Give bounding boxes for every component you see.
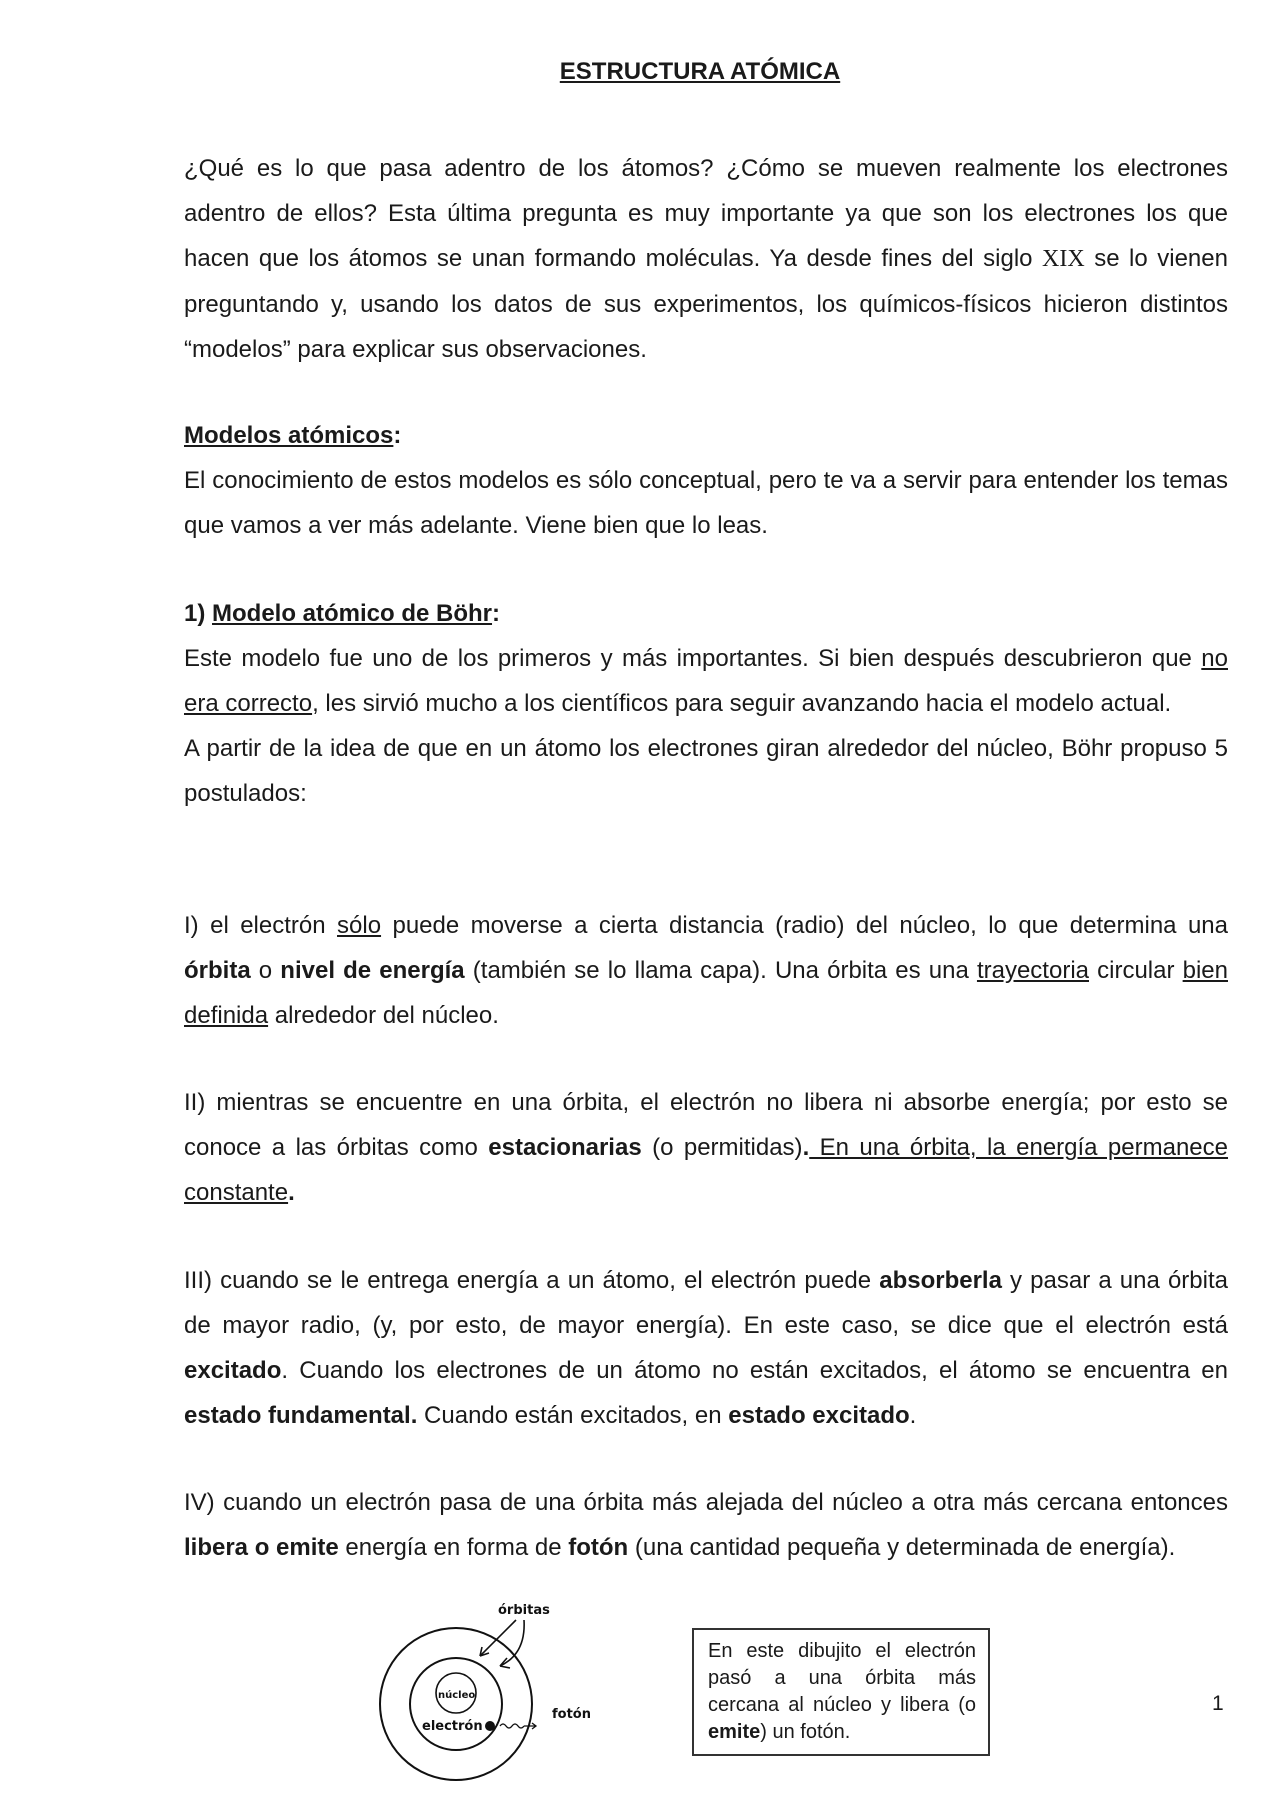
post3-bold-2: excitado	[184, 1357, 282, 1384]
intro-text-2: se lo vienen preguntando y, usando los datos de sus experimentos, los químicos-físicos hicieron distintos “modelos” para explicar sus observaciones.	[184, 245, 1228, 363]
post3-text-b: y pasar a una órbita de mayor radio, (y, por esto, de mayor energía). En este caso, se dice que el electrón está	[184, 1267, 1228, 1339]
post1-text-e: circular	[1089, 957, 1183, 984]
post1-text-c: o	[250, 957, 281, 984]
atom-diagram	[376, 1594, 596, 1790]
caption-bold: emite	[708, 1721, 761, 1743]
post4-text-a: IV) cuando un electrón pasa de una órbita más alejada del núcleo a otra más cercana entonces	[184, 1489, 1228, 1516]
bohr-text-1a: Este modelo fue uno de los primeros y más importantes. Si bien después descubrieron que	[184, 645, 1202, 672]
postulate-3	[184, 1258, 1228, 1438]
electron-dot	[485, 1721, 495, 1731]
post3-bold-4: estado excitado	[728, 1402, 910, 1429]
bohr-heading: Modelo atómico de Böhr	[212, 600, 493, 627]
postulate-4	[184, 1480, 1228, 1570]
post3-text-e: .	[909, 1402, 917, 1429]
photon-label: fotón	[552, 1707, 591, 1722]
bohr-text-2: A partir de la idea de que en un átomo los electrones giran alrededor del núcleo, Böhr propuso 5 postulados:	[184, 735, 1228, 807]
intro-text-1: ¿Qué es lo que pasa adentro de los átomos? ¿Cómo se mueven realmente los electrones adentro de ellos? Esta última pregunta es muy importante ya que son los electrones los que hacen que los átomos se unan formando moléculas. Ya desde fines del siglo	[184, 155, 1228, 272]
postulate-2	[184, 1080, 1228, 1215]
post1-bold-1: órbita	[184, 957, 251, 984]
post2-dot-1: .	[802, 1134, 810, 1161]
bohr-text-underlined: no era correcto	[184, 645, 1228, 717]
nucleus-label: núcleo	[438, 1690, 476, 1701]
bohr-heading-colon: :	[492, 600, 501, 627]
models-heading-colon: :	[393, 422, 402, 449]
photon-wave	[500, 1724, 524, 1728]
century-roman: XIX	[1042, 246, 1085, 272]
document-title: ESTRUCTURA ATÓMICA	[559, 58, 841, 85]
post3-bold-1: absorberla	[879, 1267, 1002, 1294]
outer-orbit	[380, 1628, 532, 1780]
models-heading-wrap	[184, 422, 401, 449]
post3-bold-3: estado fundamental.	[184, 1402, 418, 1429]
post3-text-d: Cuando están excitados, en	[417, 1402, 729, 1429]
electron-label: electrón	[422, 1719, 483, 1734]
post1-text-f: alrededor del núcleo.	[268, 1002, 499, 1029]
caption-text-a: En este dibujito el electrón pasó a una órbita más cercana al núcleo y libera (o	[708, 1640, 976, 1716]
post3-text-c: . Cuando los electrones de un átomo no están excitados, el átomo se encuentra en	[281, 1357, 1228, 1384]
post2-text-b: (o permitidas)	[641, 1134, 803, 1161]
post1-underline-2: trayectoria	[976, 957, 1089, 984]
figure-caption-box	[692, 1628, 990, 1756]
post4-bold-1: libera o emite	[184, 1534, 339, 1561]
models-heading: Modelos atómicos	[184, 422, 394, 449]
bohr-text-1b: , les sirvió mucho a los científicos para seguir avanzando hacia el modelo actual.	[312, 690, 1172, 717]
post1-underline-1: sólo	[337, 912, 382, 939]
models-section	[184, 413, 1228, 548]
post2-text-a: II) mientras se encuentre en una órbita, el electrón no libera ni absorbe energía; por esto se conoce a las órbitas como	[184, 1089, 1228, 1161]
bohr-heading-wrap	[184, 600, 500, 627]
post1-text-b: puede moverse a cierta distancia (radio) del núcleo, lo que determina una	[381, 912, 1228, 939]
post2-dot-2: .	[288, 1179, 295, 1206]
bohr-number: 1)	[184, 600, 213, 627]
caption-text-c: ) un fotón.	[760, 1721, 851, 1743]
post1-text-a: I) el electrón	[184, 912, 338, 939]
post4-text-b: energía en forma de	[338, 1534, 569, 1561]
post1-bold-2: nivel de energía	[280, 957, 465, 984]
post3-text-a: III) cuando se le entrega energía a un átomo, el electrón puede	[184, 1267, 880, 1294]
page-number: 1	[1212, 1692, 1224, 1715]
postulate-1	[184, 903, 1228, 1038]
post1-text-d: (también se lo llama capa). Una órbita es una	[464, 957, 977, 984]
post2-underline-1: En una órbita, la energía permanece constante	[184, 1134, 1229, 1206]
post2-bold-1: estacionarias	[488, 1134, 642, 1161]
bohr-section	[184, 591, 1228, 816]
orbits-label: órbitas	[498, 1603, 550, 1618]
models-body: El conocimiento de estos modelos es sólo conceptual, pero te va a servir para entender los temas que vamos a ver más adelante. Viene bien que lo leas.	[184, 467, 1228, 539]
post4-text-c: (una cantidad pequeña y determinada de energía).	[628, 1534, 1176, 1561]
post1-underline-3: bien definida	[184, 957, 1228, 1029]
inner-orbit	[410, 1658, 502, 1750]
bohr-atom-figure	[376, 1594, 596, 1790]
orbit-arrow-2	[500, 1620, 524, 1666]
post4-bold-2: fotón	[568, 1534, 629, 1561]
intro-paragraph	[184, 146, 1228, 372]
